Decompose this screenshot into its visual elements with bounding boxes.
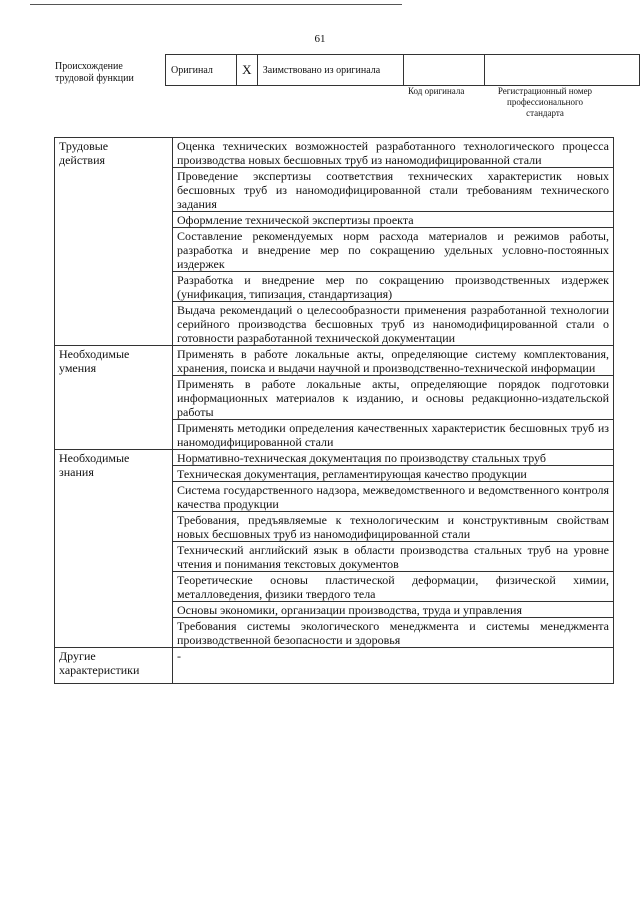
item-cell: Техническая документация, регламентирующая качество продукции [173, 466, 614, 482]
top-rule [30, 4, 402, 5]
function-table-body [55, 138, 614, 684]
category-cell [55, 346, 173, 450]
category-label: Необходимые [59, 347, 130, 361]
category-cell [55, 450, 173, 648]
item-cell: Выдача рекомендаций о целесообразности применения разработанной технологии серийного производства бесшовных труб из наномодифицированной стали о готовности разработанной технической документации [173, 302, 614, 346]
item-cell: Применять в работе локальные акты, определяющие систему комплектования, хранения, поиска и выдачи научной и производственно-технической информации [173, 346, 614, 376]
category-label: характеристики [59, 663, 140, 677]
item-cell: Разработка и внедрение мер по сокращению производственных издержек (унификация, типизация, стандартизация) [173, 272, 614, 302]
code-original-cell [404, 55, 485, 86]
category-label: действия [59, 153, 106, 167]
item-cell: Требования системы экологического менеджмента и системы менеджмента производственной безопасности и здоровья [173, 618, 614, 648]
original-cell: Оригинал [166, 55, 237, 86]
function-table [54, 137, 614, 684]
original-mark-cell: X [236, 55, 257, 86]
item-cell: Применять в работе локальные акты, определяющие порядок подготовки информационных материалов к изданию, и основы редакционно-издательской работы [173, 376, 614, 420]
category-cell [55, 648, 173, 684]
registration-number-caption [490, 86, 600, 119]
table-row [55, 346, 614, 376]
item-cell: Применять методики определения качественных характеристик бесшовных труб из наномодифицированной стали [173, 420, 614, 450]
origin-label [55, 61, 134, 85]
code-original-caption: Код оригинала [408, 86, 465, 96]
item-cell: Нормативно-техническая документация по производству стальных труб [173, 450, 614, 466]
item-cell: Основы экономики, организации производства, труда и управления [173, 602, 614, 618]
category-label: умения [59, 361, 97, 375]
table-row [55, 648, 614, 684]
page-number: 61 [314, 33, 326, 45]
category-label: Трудовые [59, 139, 109, 153]
category-label: Другие [59, 649, 96, 663]
category-label: Необходимые [59, 451, 130, 465]
origin-label-line2: трудовой функции [55, 73, 134, 84]
borrowed-cell: Заимствовано из оригинала [257, 55, 404, 86]
origin-row [166, 55, 640, 86]
item-cell: Проведение экспертизы соответствия технических характеристик новых бесшовных труб из наномодифицированной стали требованиям технического задания [173, 168, 614, 212]
item-cell: Теоретические основы пластической деформации, физической химии, металловедения, физики твердого тела [173, 572, 614, 602]
origin-table [165, 54, 640, 86]
item-cell: - [173, 648, 614, 684]
item-cell: Оформление технической экспертизы проекта [173, 212, 614, 228]
caption-reg-line2: профессионального [507, 97, 583, 107]
item-cell: Составление рекомендуемых норм расхода материалов и режимов работы, разработка и внедрение мер по сокращению удельных условно-постоянных издержек [173, 228, 614, 272]
item-cell: Оценка технических возможностей разработанного технологического процесса производства новых бесшовных труб из наномодифицированной стали [173, 138, 614, 168]
item-cell: Технический английский язык в области производства стальных труб на уровне чтения и понимания текстовых документов [173, 542, 614, 572]
category-label: знания [59, 465, 94, 479]
category-cell [55, 138, 173, 346]
table-row [55, 450, 614, 466]
item-cell: Система государственного надзора, межведомственного и ведомственного контроля качества продукции [173, 482, 614, 512]
origin-label-line1: Происхождение [55, 61, 123, 72]
caption-reg-line3: стандарта [526, 108, 564, 118]
item-cell: Требования, предъявляемые к технологическим и конструктивным свойствам новых бесшовных труб из наномодифицированной стали [173, 512, 614, 542]
registration-number-cell [484, 55, 639, 86]
caption-reg-line1: Регистрационный номер [497, 86, 593, 96]
table-row [55, 138, 614, 168]
